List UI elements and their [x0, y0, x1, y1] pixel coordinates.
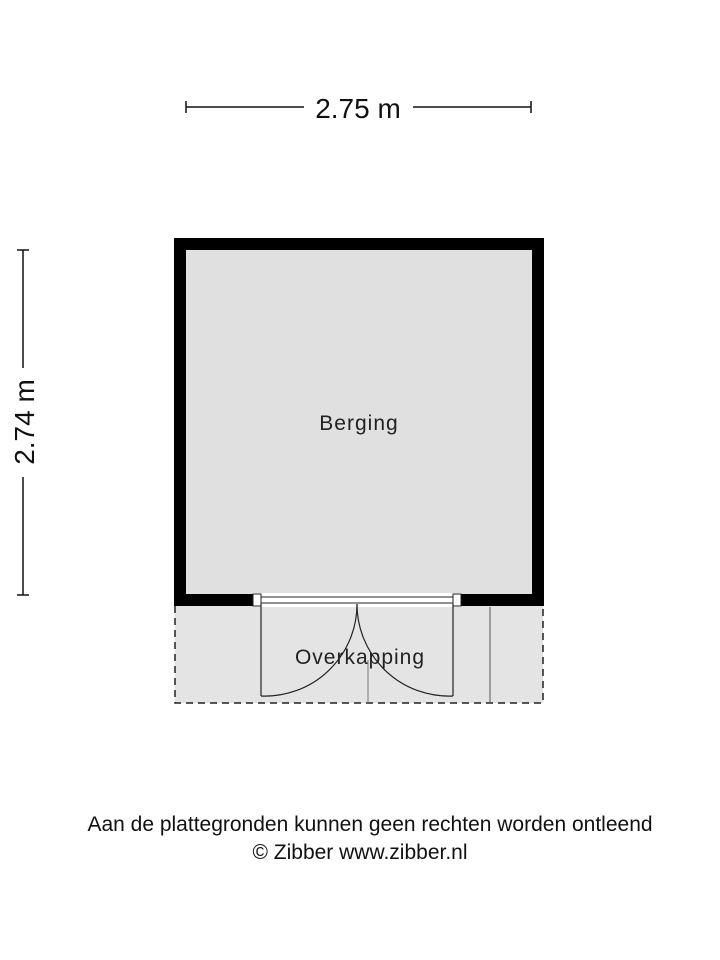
- footer-copyright: © Zibber www.zibber.nl: [252, 841, 468, 864]
- door-frame-left: [253, 594, 261, 606]
- room-label-canopy: Overkapping: [294, 646, 426, 669]
- door-frame-right: [453, 594, 461, 606]
- width-dimension-label: 2.75 m: [315, 93, 401, 124]
- width-dimension: [186, 93, 531, 124]
- height-dimension-label: 2.74 m: [9, 379, 40, 465]
- footer-disclaimer: Aan de plattegronden kunnen geen rechten worden ontleend: [87, 813, 653, 836]
- height-dimension: [9, 250, 40, 595]
- room-label-storage: Berging: [319, 412, 399, 435]
